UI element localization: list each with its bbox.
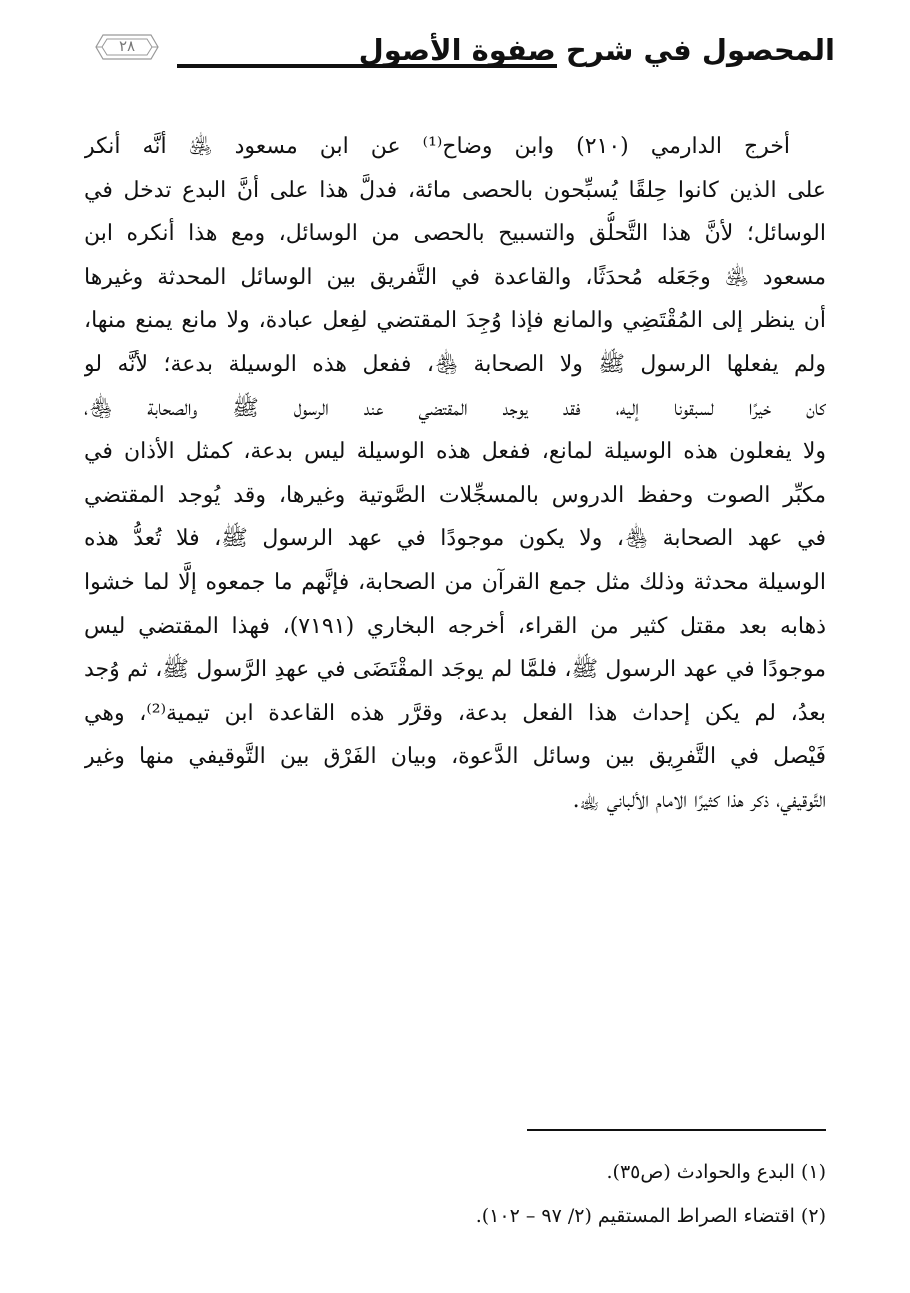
text-line: أخرج الدارمي (٢١٠) وابن وضاح⁽¹⁾ عن ابن مسعود ﵁ أنَّه أنكر — [84, 134, 791, 159]
text-line: التَّوقيفي، ذكر هذا كثيرًا الامام الألباني ﵀. — [572, 787, 826, 813]
footnote-2: (٢) اقتضاء الصراط المستقيم (٢/ ٩٧ – ١٠٢). — [475, 1205, 826, 1227]
book-title: المحصول في شرح صفوة الأصول — [358, 33, 835, 67]
text-line: كان خيرًا لسبقونا إليه، فقد يوجد المقتضي عند الرسول ﷺ والصحابة ﵃، — [84, 395, 826, 421]
text-line: على الذين كانوا حِلقًا يُسبِّحون بالحصى مائة، فدلَّ هذا على أنَّ البدع تدخل في — [84, 177, 826, 203]
text-line: أن ينظر إلى المُقْتَضِي والمانع فإذا وُجِدَ المقتضي لفِعل عبادة، ولا مانع يمنع منها، — [84, 308, 826, 334]
text-line: ولم يفعلها الرسول ﷺ ولا الصحابة ﵃، ففعل هذه الوسيلة بدعة؛ لأنَّه لو — [84, 351, 826, 377]
footnote-1: (١) البدع والحوادث (ص٣٥). — [606, 1161, 826, 1183]
text-line: الوسيلة محدثة وذلك مثل جمع القرآن من الصحابة، فإنَّهم ما جمعوه إلَّا لما خشوا — [84, 569, 826, 595]
page-number: ٢٨ — [118, 37, 136, 55]
footnote-divider — [527, 1129, 826, 1131]
text-line: مسعود ﵁ وجَعَله مُحدَثًا، والقاعدة في التَّفريق بين الوسائل المحدثة وغيرها — [84, 264, 826, 290]
text-line: موجودًا في عهد الرسول ﷺ، فلمَّا لم يوجَد المقْتَضَى في عهدِ الرَّسول ﷺ، ثم وُجد — [84, 657, 826, 683]
text-line: في عهد الصحابة ﵃، ولا يكون موجودًا في عهد الرسول ﷺ، فلا تُعدُّ هذه — [84, 526, 826, 552]
text-line: ذهابه بعد مقتل كثير من القراء، أخرجه البخاري (٧١٩١)، فهذا المقتضي ليس — [84, 613, 826, 639]
main-text — [84, 125, 826, 823]
text-line: ولا يفعلون هذه الوسيلة لمانع، ففعل هذه الوسيلة ليس بدعة، كمثل الأذان في — [84, 439, 826, 465]
text-line: مكبِّر الصوت وحفظ الدروس بالمسجِّلات الصَّوتية وغيرها، وقد يُوجد المقتضي — [84, 482, 826, 508]
footnotes — [84, 1150, 826, 1238]
page-header — [95, 28, 835, 88]
page-number-badge — [95, 34, 159, 60]
text-line: بعدُ، لم يكن إحداث هذا الفعل بدعة، وقرَّر هذه القاعدة ابن تيمية⁽²⁾، وهي — [84, 700, 826, 726]
text-line: فَيْصل في التَّفرِيق بين وسائل الدَّعوة، وبيان الفَرْق بين التَّوقيفي منها وغير — [84, 744, 826, 770]
text-line: الوسائل؛ لأنَّ هذا التَّحلُّق والتسبيح بالحصى من الوسائل، ومع هذا أنكره ابن — [84, 221, 826, 247]
